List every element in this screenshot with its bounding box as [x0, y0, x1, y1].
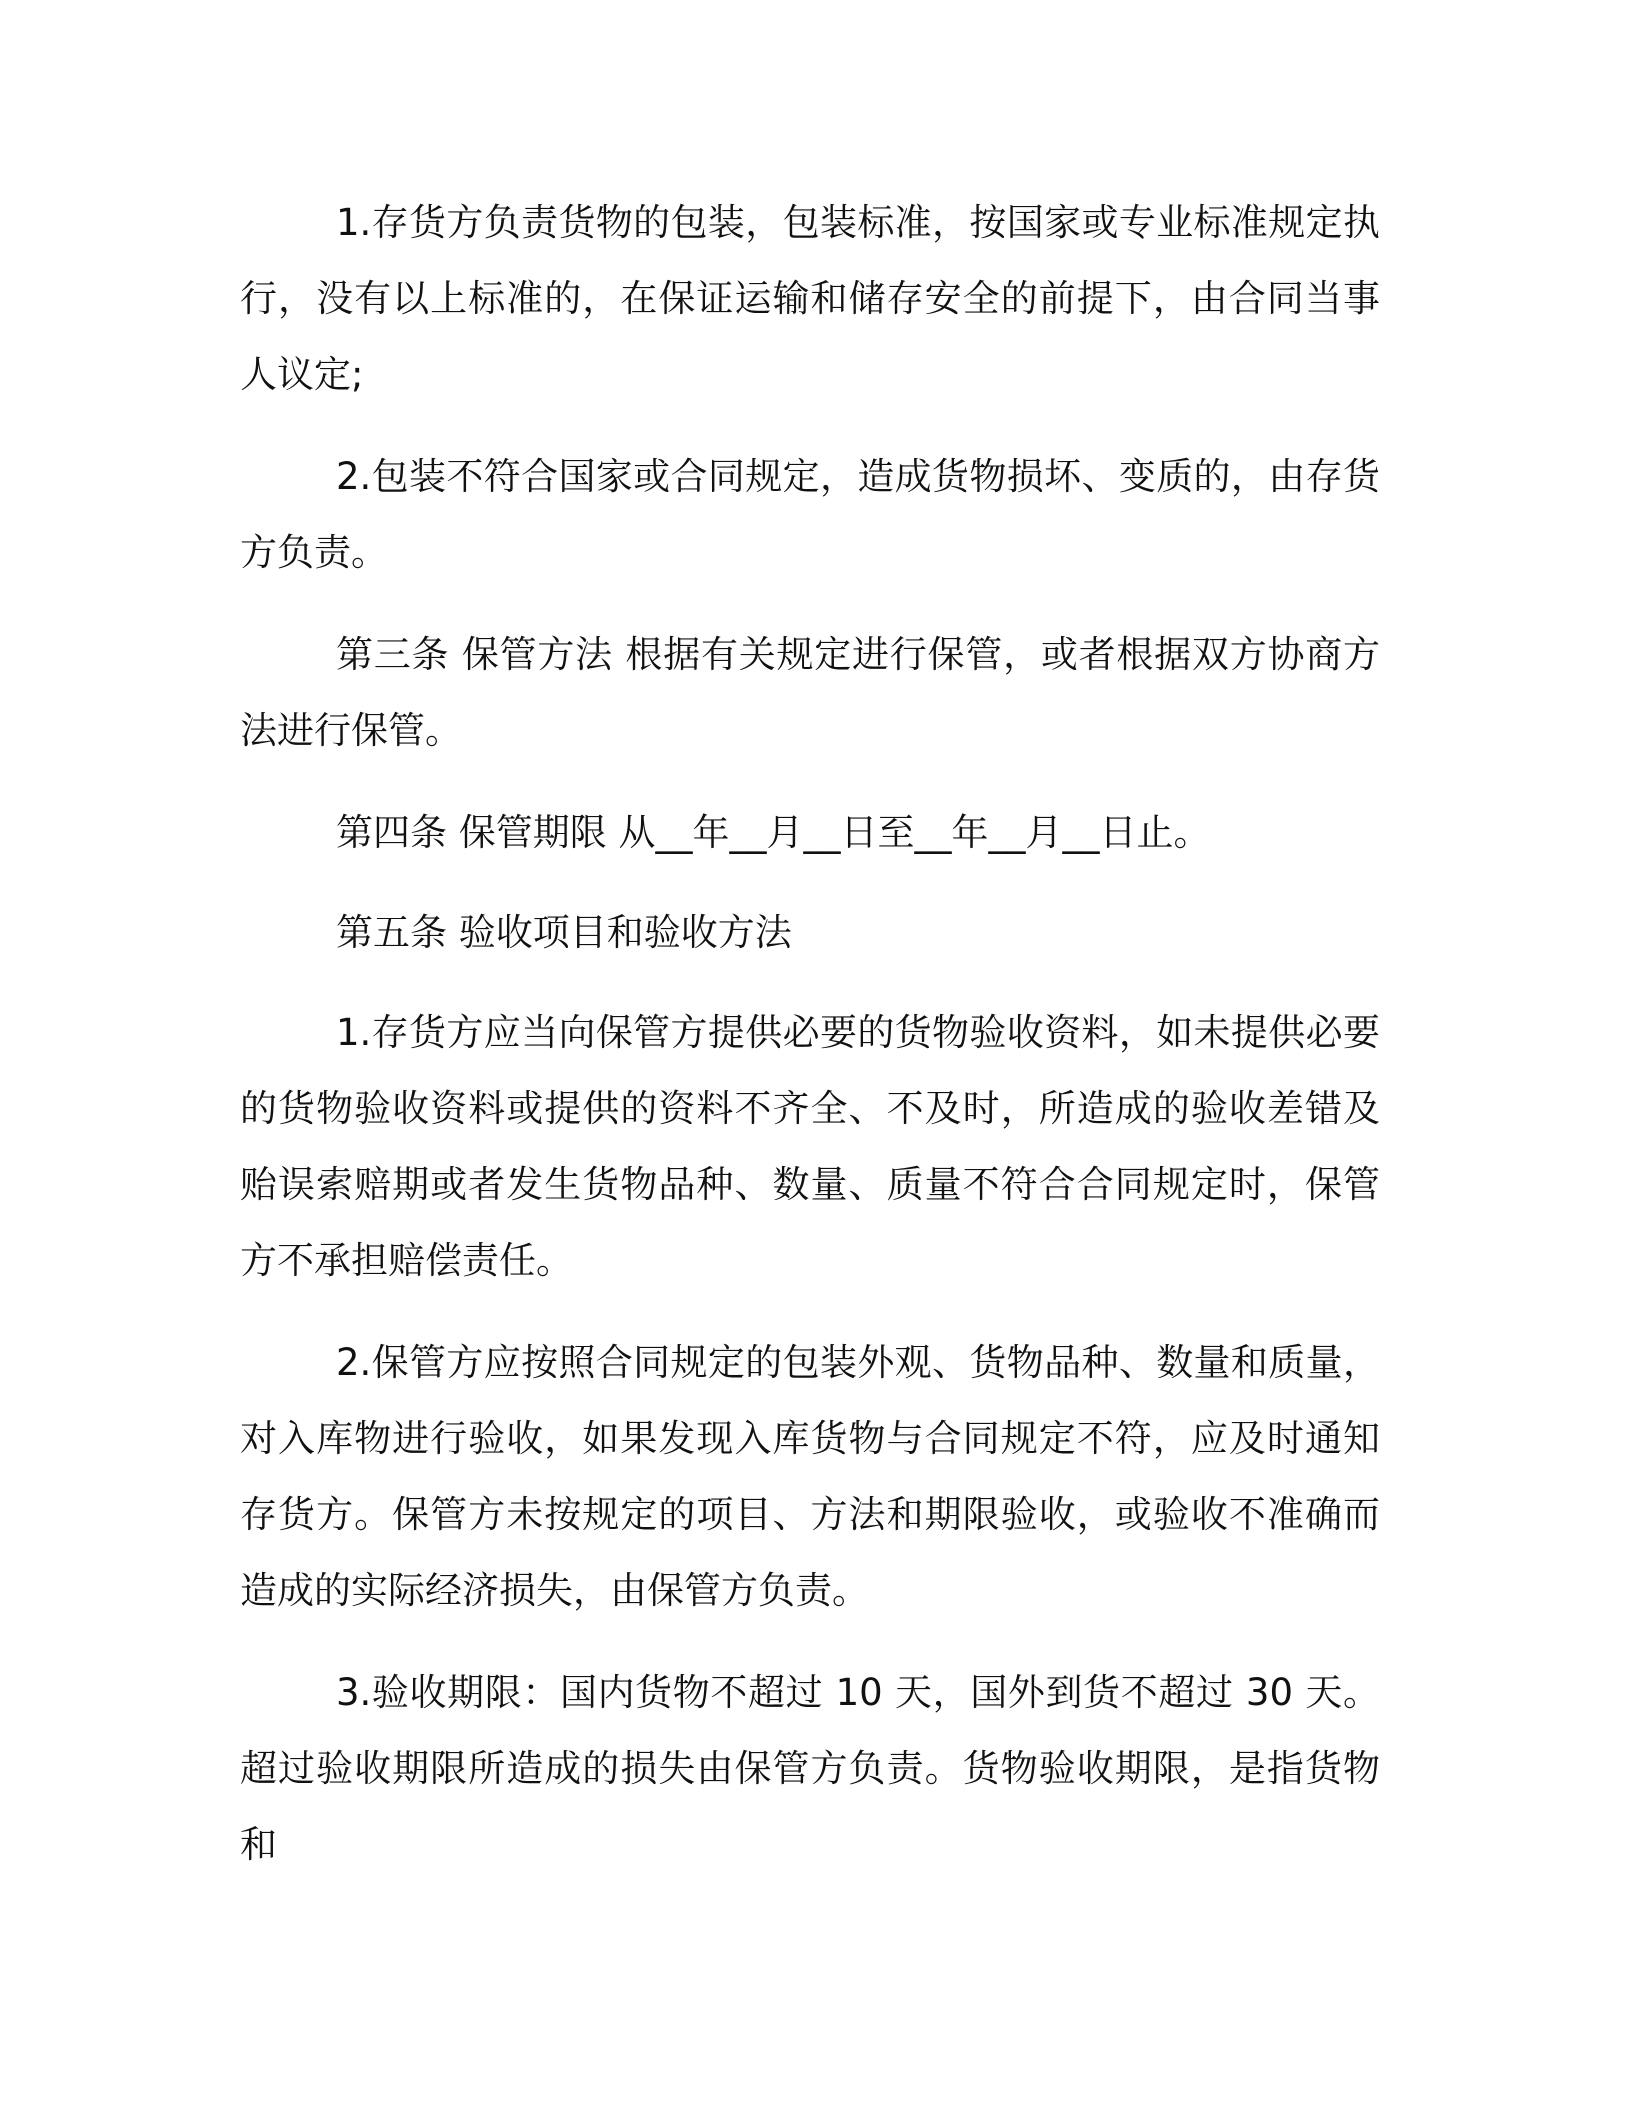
- paragraph-inspection-deadline: 3.验收期限：国内货物不超过 10 天，国外到货不超过 30 天。超过验收期限所造成的损失由保管方负责。货物验收期限，是指货物和: [240, 1671, 1380, 1866]
- paragraph-inspection-materials: 1.存货方应当向保管方提供必要的货物验收资料，如未提供必要的货物验收资料或提供的资料不齐全、不及时，所造成的验收差错及贻误索赔期或者发生货物品种、数量、质量不符合合同规定时，保管方不承担赔偿责任。: [240, 1011, 1380, 1282]
- paragraph-packaging-responsibility: 1.存货方负责货物的包装，包装标准，按国家或专业标准规定执行，没有以上标准的，在保证运输和储存安全的前提下，由合同当事人议定;: [240, 201, 1380, 396]
- paragraph-article-5-heading: 第五条 验收项目和验收方法: [336, 911, 792, 954]
- paragraph-article-3-storage-method: 第三条 保管方法 根据有关规定进行保管，或者根据双方协商方法进行保管。: [240, 633, 1380, 752]
- paragraph-article-4-storage-period: 第四条 保管期限 从__年__月__日至__年__月__日止。: [336, 811, 1211, 854]
- paragraph-packaging-noncompliance: 2.包装不符合国家或合同规定，造成货物损坏、变质的，由存货方负责。: [240, 455, 1380, 574]
- document-body: [240, 185, 1380, 1909]
- paragraph-inspection-procedure: 2.保管方应按照合同规定的包装外观、货物品种、数量和质量，对入库物进行验收，如果发现入库货物与合同规定不符，应及时通知存货方。保管方未按规定的项目、方法和期限验收，或验收不准确而造成的实际经济损失，由保管方负责。: [240, 1341, 1380, 1612]
